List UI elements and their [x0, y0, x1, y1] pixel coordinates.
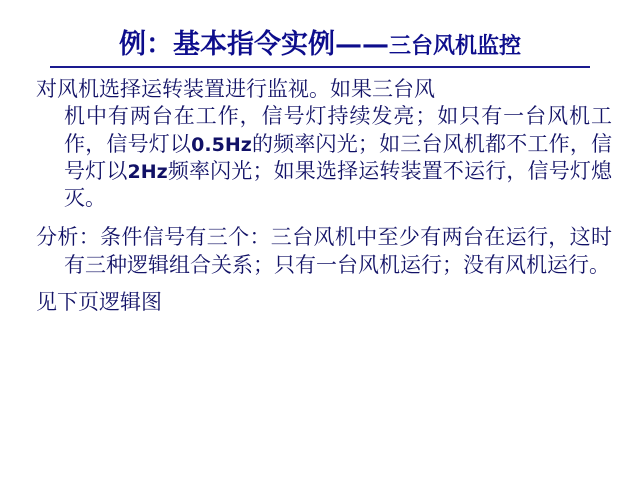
analysis-line-2: 两台在运行，这时有三种逻辑组合关系； — [64, 225, 613, 277]
desc-line-3b: 的频率 — [251, 131, 316, 156]
analysis-line-3: 只有一台风机运行；没有风机运行。 — [274, 252, 610, 277]
paragraph-next-page-note: 见下页逻辑图 — [36, 290, 162, 315]
paragraph-analysis — [36, 224, 612, 279]
title-sub-text: 三台风机监控 — [388, 33, 521, 59]
slide-body — [36, 76, 612, 322]
desc-line-6: 号灯熄灭。 — [64, 158, 613, 211]
page-title — [0, 22, 640, 61]
title-divider — [50, 66, 590, 68]
frequency-value-two-hz: 2Hz — [127, 160, 168, 183]
desc-line-5: 频率闪光；如果选择运转装置不运行，信 — [167, 158, 549, 183]
desc-line-1: 对风机选择运转装置进行监视。如果三台风 — [36, 77, 435, 101]
desc-line-4: 闪光；如三台风机都不工作，信号灯以 — [64, 131, 613, 183]
title-main-text: 例：基本指令实例—— — [118, 29, 389, 60]
desc-line-2: 机中有两台在工作，信号灯持续发亮；如 — [64, 104, 460, 129]
desc-line-3: 只有一台风机工作，信号灯以 — [64, 104, 612, 156]
frequency-value-half-hz: 0.5Hz — [191, 133, 252, 156]
paragraph-description — [36, 76, 612, 212]
analysis-line-1: 分析：条件信号有三个：三台风机中至少有 — [36, 225, 442, 250]
desc-continuation — [36, 103, 612, 212]
